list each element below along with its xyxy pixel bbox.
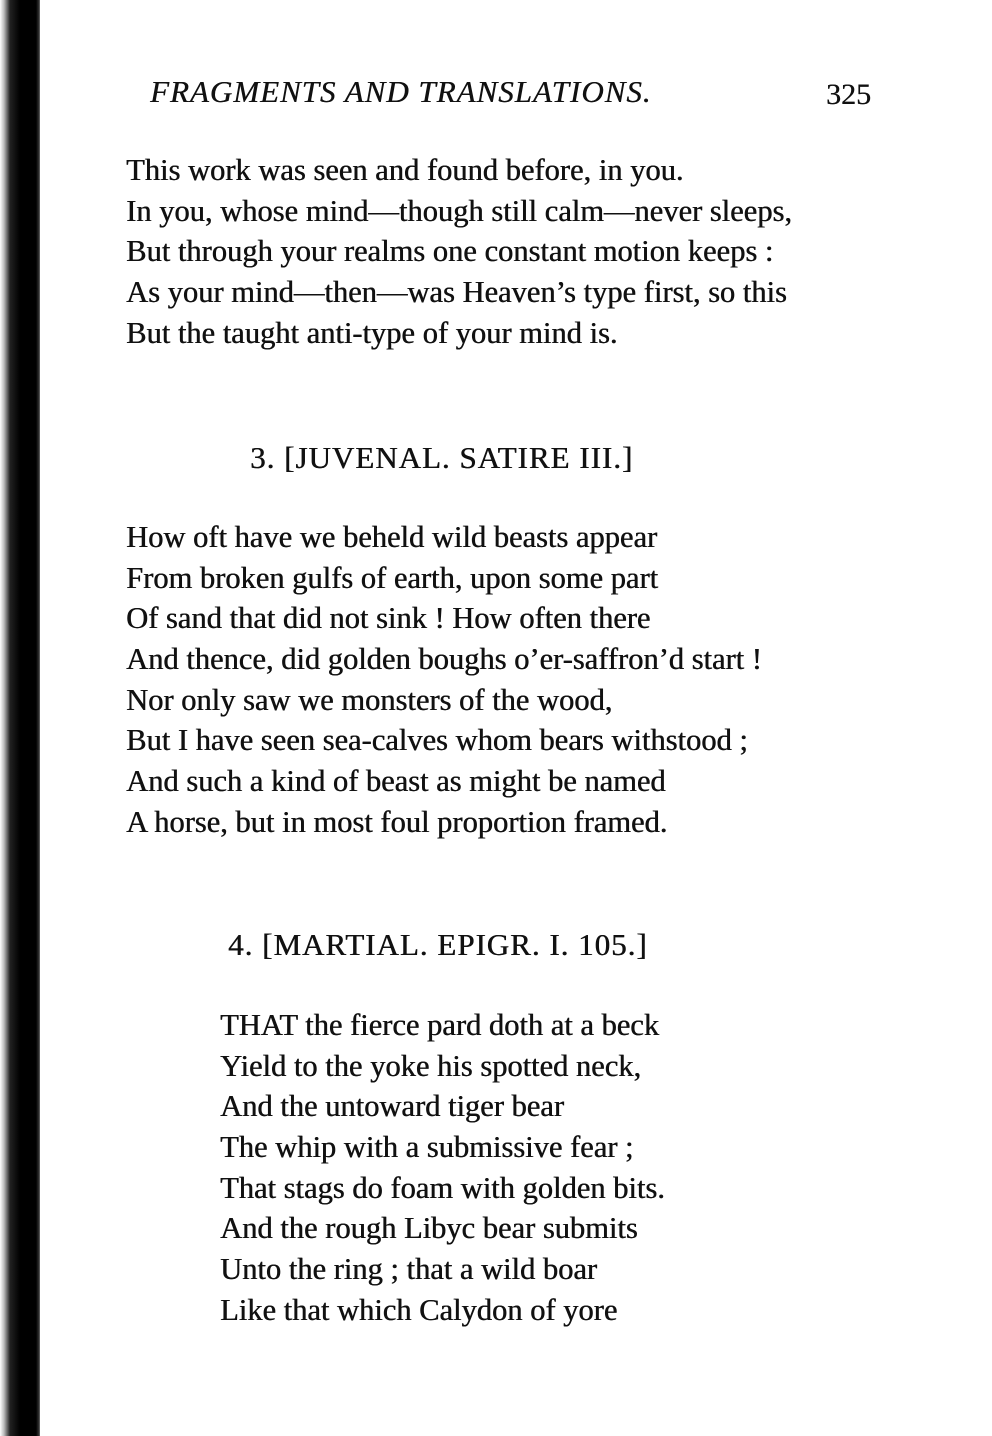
verse-line: And such a kind of beast as might be named <box>126 764 666 799</box>
verse-line: Yield to the yoke his spotted neck, <box>220 1048 641 1083</box>
verse-line: The whip with a submissive fear ; <box>220 1130 634 1165</box>
verse-line: How oft have we beheld wild beasts appear <box>126 520 658 554</box>
verse-line: A horse, but in most foul proportion framed. <box>126 804 668 839</box>
verse-line: Like that which Calydon of yore <box>220 1292 618 1327</box>
section-heading-martial: 4. [MARTIAL. EPIGR. I. 105.] <box>228 927 648 962</box>
verse-line: From broken gulfs of earth, upon some part <box>126 560 658 595</box>
verse-line: And thence, did golden boughs o’er-saffron’d start ! <box>126 642 762 677</box>
poem-martial <box>220 1005 665 1331</box>
verse-line: Of sand that did not sink ! How often there <box>126 601 651 636</box>
book-binding-edge <box>0 0 40 1436</box>
running-header-title: FRAGMENTS AND TRANSLATIONS. <box>150 74 652 109</box>
verse-line: THAT the fierce pard doth at a beck <box>220 1008 659 1042</box>
page-number: 325 <box>826 78 871 111</box>
verse-line: But the taught anti-type of your mind is. <box>126 315 618 350</box>
poem-fragment-continued <box>126 150 792 353</box>
verse-line: In you, whose mind—though still calm—never sleeps, <box>126 193 792 228</box>
verse-line: As your mind—then—was Heaven’s type first, so this <box>126 275 787 310</box>
verse-line: And the untoward tiger bear <box>220 1089 564 1124</box>
verse-line: Nor only saw we monsters of the wood, <box>126 682 613 717</box>
verse-line: Unto the ring ; that a wild boar <box>220 1252 597 1287</box>
verse-line: This work was seen and found before, in you. <box>126 153 684 187</box>
verse-line: But through your realms one constant motion keeps : <box>126 234 774 269</box>
section-heading-juvenal: 3. [JUVENAL. SATIRE III.] <box>250 440 634 475</box>
poem-juvenal <box>126 517 762 843</box>
verse-line: And the rough Libyc bear submits <box>220 1211 638 1246</box>
verse-line: That stags do foam with golden bits. <box>220 1170 665 1205</box>
verse-line: But I have seen sea-calves whom bears withstood ; <box>126 723 748 758</box>
